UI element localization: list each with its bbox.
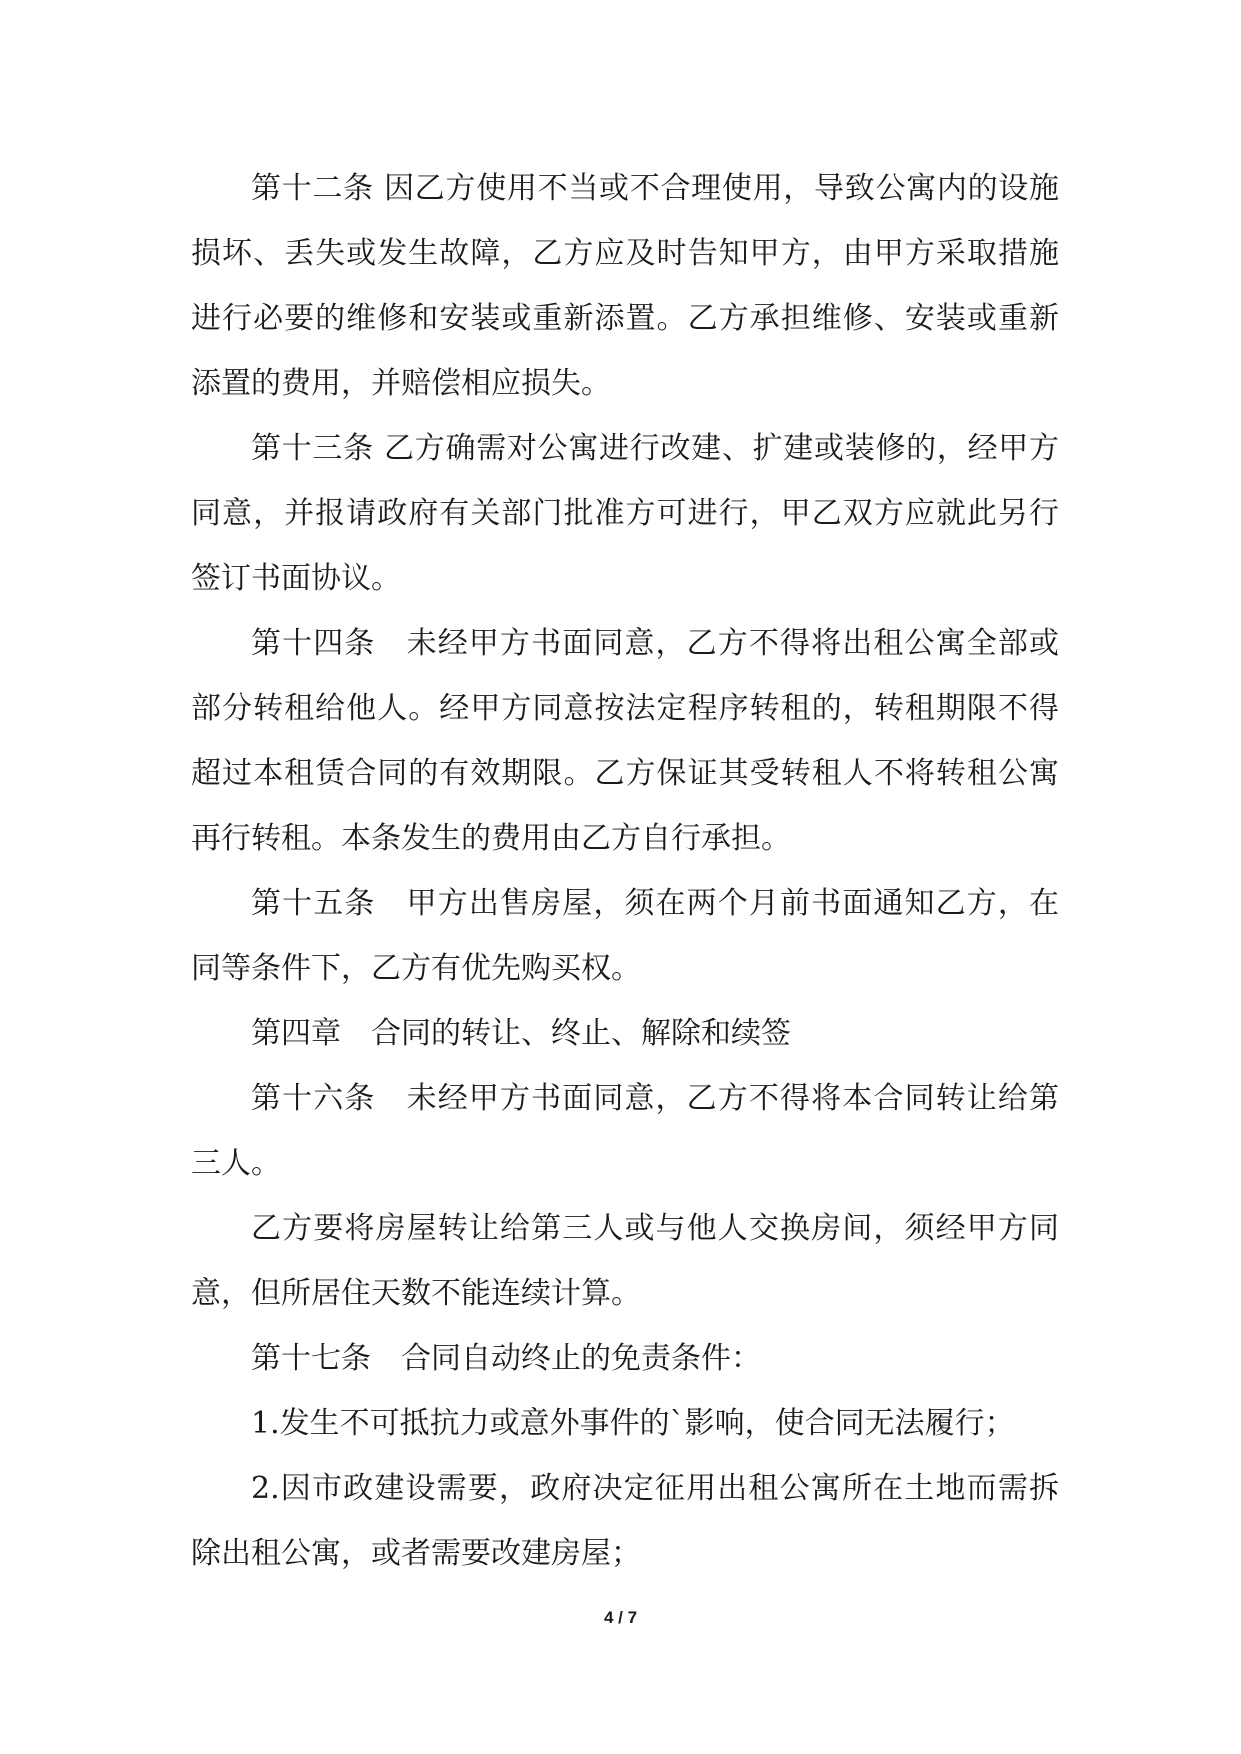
clause-14-paragraph: 第十四条 未经甲方书面同意，乙方不得将出租公寓全部或部分转租给他人。经甲方同意按法定程序转租的，转租期限不得超过本租赁合同的有效期限。乙方保证其受转租人不将转租公寓再行转租。本条发生的费用由乙方自行承担。 — [191, 626, 1059, 856]
clause-17-paragraph: 第十七条 合同自动终止的免责条件： — [251, 1341, 761, 1376]
document-body — [191, 156, 1059, 1586]
clause-17-item-1: 1.发生不可抵抗力或意外事件的`影响，使合同无法履行； — [251, 1406, 1015, 1441]
clause-16-continuation-paragraph: 乙方要将房屋转让给第三人或与他人交换房间，须经甲方同意，但所居住天数不能连续计算。 — [191, 1211, 1059, 1311]
clause-17-item-2: 2.因市政建设需要，政府决定征用出租公寓所在土地而需拆除出租公寓，或者需要改建房屋； — [191, 1471, 1059, 1571]
clause-15-paragraph: 第十五条 甲方出售房屋，须在两个月前书面通知乙方，在同等条件下，乙方有优先购买权。 — [191, 886, 1059, 986]
chapter-4-heading: 第四章 合同的转让、终止、解除和续签 — [251, 1016, 791, 1051]
clause-13-paragraph: 第十三条 乙方确需对公寓进行改建、扩建或装修的，经甲方同意，并报请政府有关部门批准方可进行，甲乙双方应就此另行签订书面协议。 — [191, 431, 1059, 596]
clause-12-paragraph: 第十二条 因乙方使用不当或不合理使用，导致公寓内的设施损坏、丢失或发生故障，乙方应及时告知甲方，由甲方采取措施进行必要的维修和安装或重新添置。乙方承担维修、安装或重新添置的费用，并赔偿相应损失。 — [191, 171, 1059, 401]
clause-16-paragraph: 第十六条 未经甲方书面同意，乙方不得将本合同转让给第三人。 — [191, 1081, 1059, 1181]
page-number: 4 / 7 — [603, 1608, 638, 1627]
